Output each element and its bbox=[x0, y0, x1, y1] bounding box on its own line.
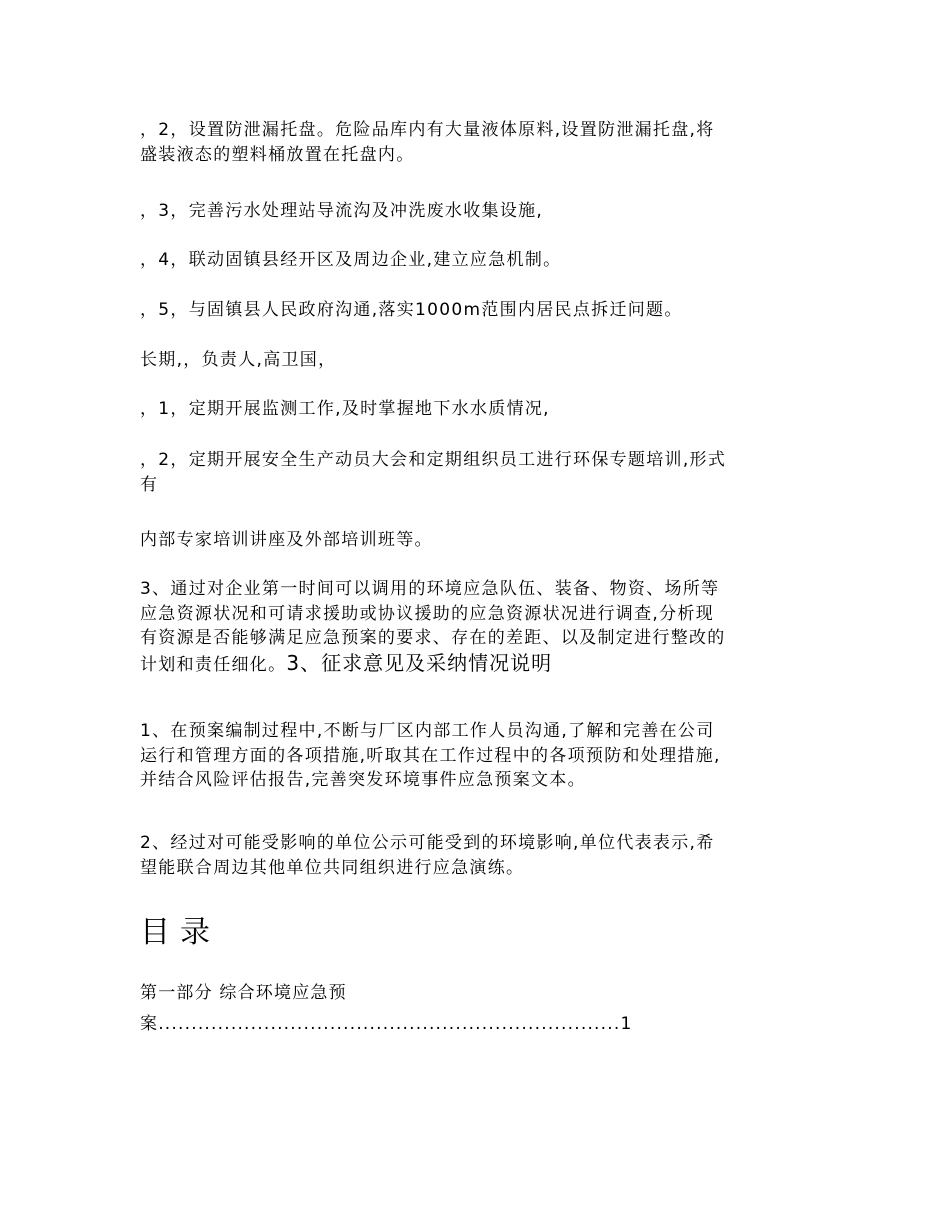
text-line: 盛装液态的塑料桶放置在托盘内。 bbox=[140, 144, 415, 165]
toc-entry-leader: 案......................................................................1 bbox=[140, 1014, 633, 1034]
paragraph-long-term-owner bbox=[140, 348, 820, 373]
paragraph-resource-survey bbox=[140, 577, 820, 677]
text-line: ，2，定期开展安全生产动员大会和定期组织员工进行环保专题培训,形式 bbox=[140, 450, 727, 470]
text-line: 应急资源状况和可请求援助或协议援助的应急资源状况进行调查,分析现 bbox=[140, 603, 715, 624]
paragraph-emergency-mechanism bbox=[140, 248, 820, 273]
text-line: ，5，与固镇县人民政府沟通,落实1000m范围内居民点拆迁问题。 bbox=[140, 300, 683, 320]
text-line: ，4，联动固镇县经开区及周边企业,建立应急机制。 bbox=[140, 250, 562, 270]
toc-entry-title: 第一部分 综合环境应急预 bbox=[140, 983, 347, 1003]
paragraph-resident-relocation bbox=[140, 298, 820, 323]
paragraph-safety-training bbox=[140, 448, 820, 497]
paragraph-leak-tray bbox=[140, 118, 820, 167]
text-line: 1、在预案编制过程中,不断与厂区内部工作人员沟通,了解和完善在公司 bbox=[140, 721, 715, 741]
toc-title: 目录 bbox=[140, 915, 220, 950]
text-line: ，3，完善污水处理站导流沟及冲洗废水收集设施, bbox=[140, 201, 544, 221]
paragraph-public-notice bbox=[140, 831, 820, 880]
toc-entry[interactable] bbox=[140, 978, 820, 1040]
text-line: 3、通过对企业第一时间可以调用的环境应急队伍、装备、物资、场所等 bbox=[140, 579, 720, 599]
paragraph-sewage-facility bbox=[140, 199, 820, 224]
paragraph-training-forms bbox=[140, 528, 820, 553]
text-line: 有资源是否能够满足应急预案的要求、存在的差距、以及制定进行整改的 bbox=[140, 628, 726, 648]
text-line: 并结合风险评估报告,完善突发环境事件应急预案文本。 bbox=[140, 770, 586, 790]
text-line: 2、经过对可能受影响的单位公示可能受到的环境影响,单位代表表示,希 bbox=[140, 833, 715, 853]
text-line bbox=[140, 651, 820, 678]
text-line: 有 bbox=[140, 474, 159, 495]
text-line: ，2，设置防泄漏托盘。危险品库内有大量液体原料,设置防泄漏托盘,将 bbox=[140, 120, 715, 140]
text-line: 内部专家培训讲座及外部培训班等。 bbox=[140, 530, 433, 550]
paragraph-monitoring bbox=[140, 397, 820, 422]
text-line: ，1，定期开展监测工作,及时掌握地下水水质情况, bbox=[140, 399, 550, 419]
text-line: 运行和管理方面的各项措施,听取其在工作过程中的各项预防和处理措施, bbox=[140, 745, 721, 766]
section-heading: 3、征求意见及采纳情况说明 bbox=[286, 650, 553, 675]
text-line: 望能联合周边其他单位共同组织进行应急演练。 bbox=[140, 857, 525, 878]
paragraph-staff-communication bbox=[140, 719, 820, 793]
text-line: 长期,，负责人,高卫国， bbox=[140, 350, 337, 370]
text-fragment: 计划和责任细化。 bbox=[140, 654, 287, 675]
